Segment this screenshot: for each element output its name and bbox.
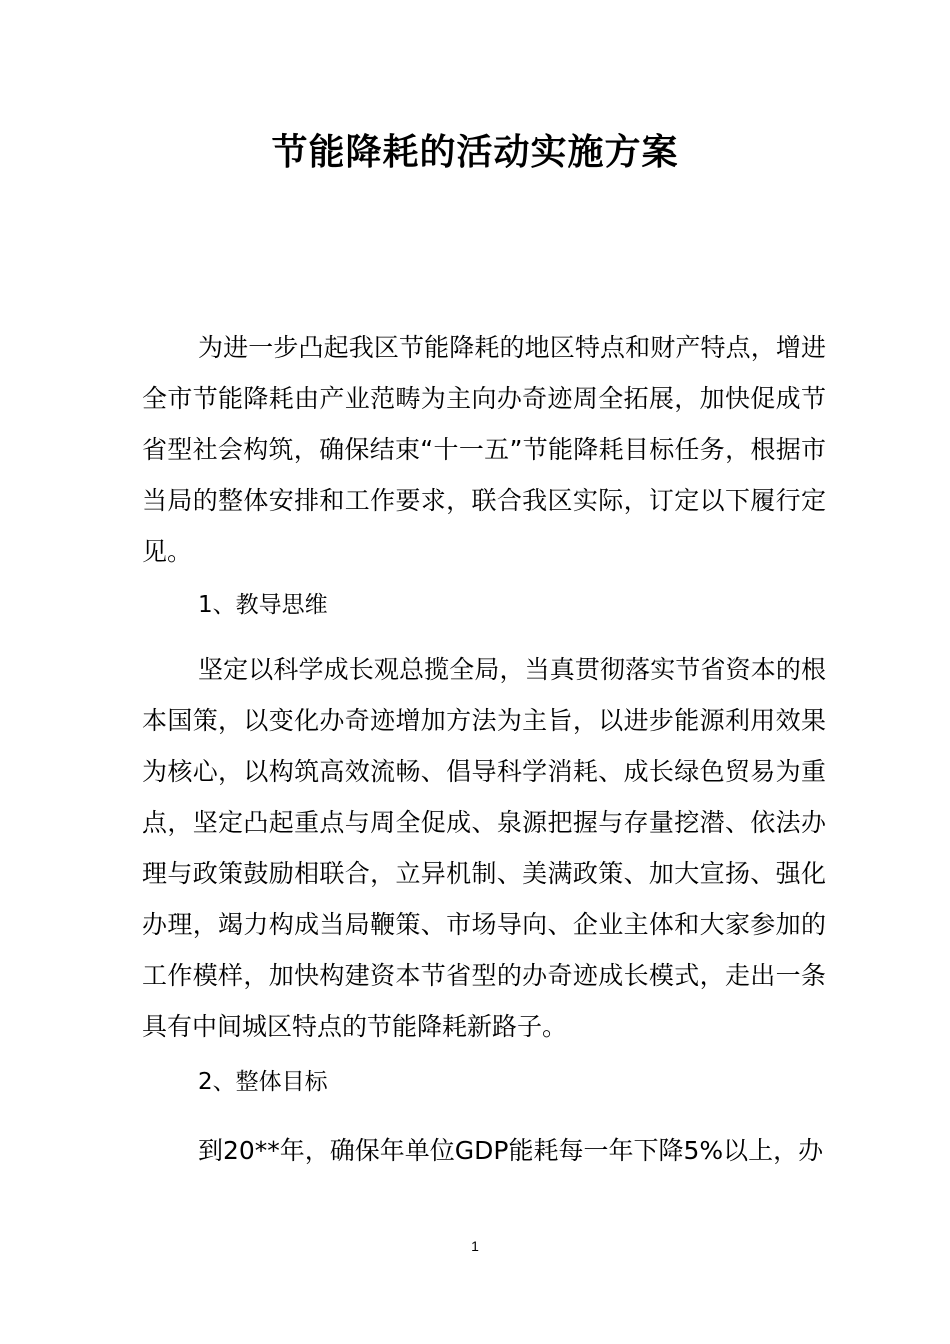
intro-paragraph: 为进一步凸起我区节能降耗的地区特点和财产特点，增进全市节能降耗由产业范畴为主向办奇迹周全拓展，加快促成节省型社会构筑，确保结束“十一五”节能降耗目标任务，根据市当局的整体安排和工作要求，联合我区实际，订定以下履行定见。 [142,333,826,566]
document-title: 节能降耗的活动实施方案 [271,132,679,174]
guiding-thought-paragraph: 坚定以科学成长观总揽全局，当真贯彻落实节省资本的根本国策，以变化办奇迹增加方法为主旨，以进步能源利用效果为核心，以构筑高效流畅、倡导科学消耗、成长绿色贸易为重点，坚定凸起重点与周全促成、泉源把握与存量挖潜、依法办理与政策鼓励相联合，立异机制、美满政策、加大宣扬、强化办理，竭力构成当局鞭策、市场导向、企业主体和大家参加的工作模样，加快构建资本节省型的办奇迹成长模式，走出一条具有中间城区特点的节能降耗新路子。 [142,655,826,1041]
page-number: 1 [471,1238,479,1254]
section-heading-overall-goal: 2、整体目标 [198,1069,328,1095]
overall-goal-paragraph: 到20**年，确保年单位GDP能耗每一年下降5%以上，办 [198,1136,824,1165]
section-heading-guiding-thought: 1、教导思维 [198,592,328,618]
